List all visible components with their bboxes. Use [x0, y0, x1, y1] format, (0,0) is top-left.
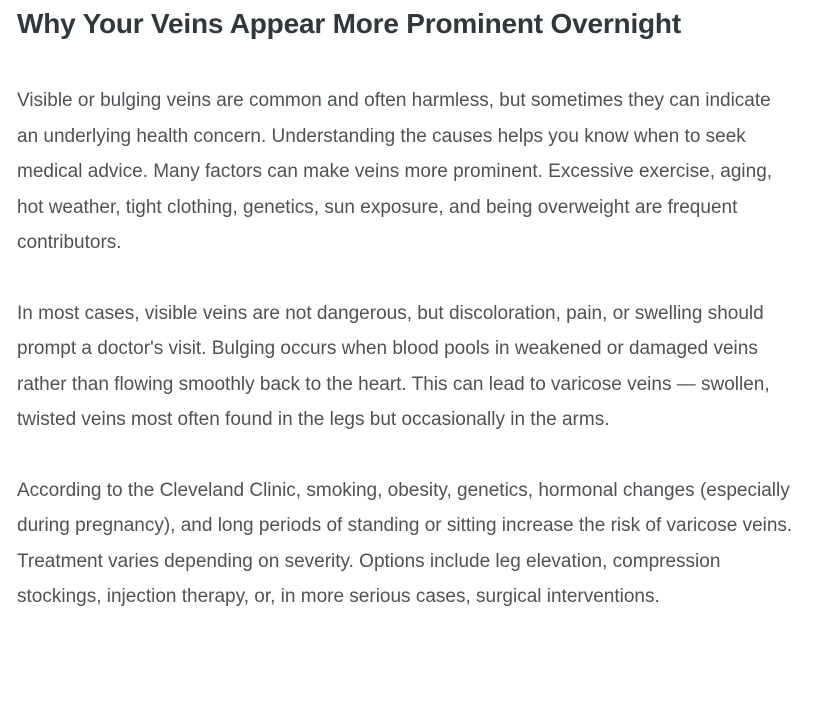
- article-paragraph: In most cases, visible veins are not dangerous, but discoloration, pain, or swelling should prompt a doctor's visit. Bulging occurs when blood pools in weakened or damaged veins rather than flowing smoothly back to the heart. This can lead to varicose veins — swollen, twisted veins most often found in the legs but occasionally in the arms.: [17, 302, 770, 430]
- article-paragraph: According to the Cleveland Clinic, smoking, obesity, genetics, hormonal changes (especially during pregnancy), and long periods of standing or sitting increase the risk of varicose veins. Treatment varies depending on severity. Options include leg elevation, compression stockings, injection therapy, or, in more serious cases, surgical interventions.: [17, 479, 793, 607]
- page-title: Why Your Veins Appear More Prominent Overnight: [17, 8, 681, 39]
- article-paragraph: Visible or bulging veins are common and often harmless, but sometimes they can indicate an underlying health concern. Understanding the causes helps you know when to seek medical advice. Many factors can make veins more prominent. Excessive exercise, aging, hot weather, tight clothing, genetics, sun exposure, and being overweight are frequent contributors.: [17, 90, 773, 253]
